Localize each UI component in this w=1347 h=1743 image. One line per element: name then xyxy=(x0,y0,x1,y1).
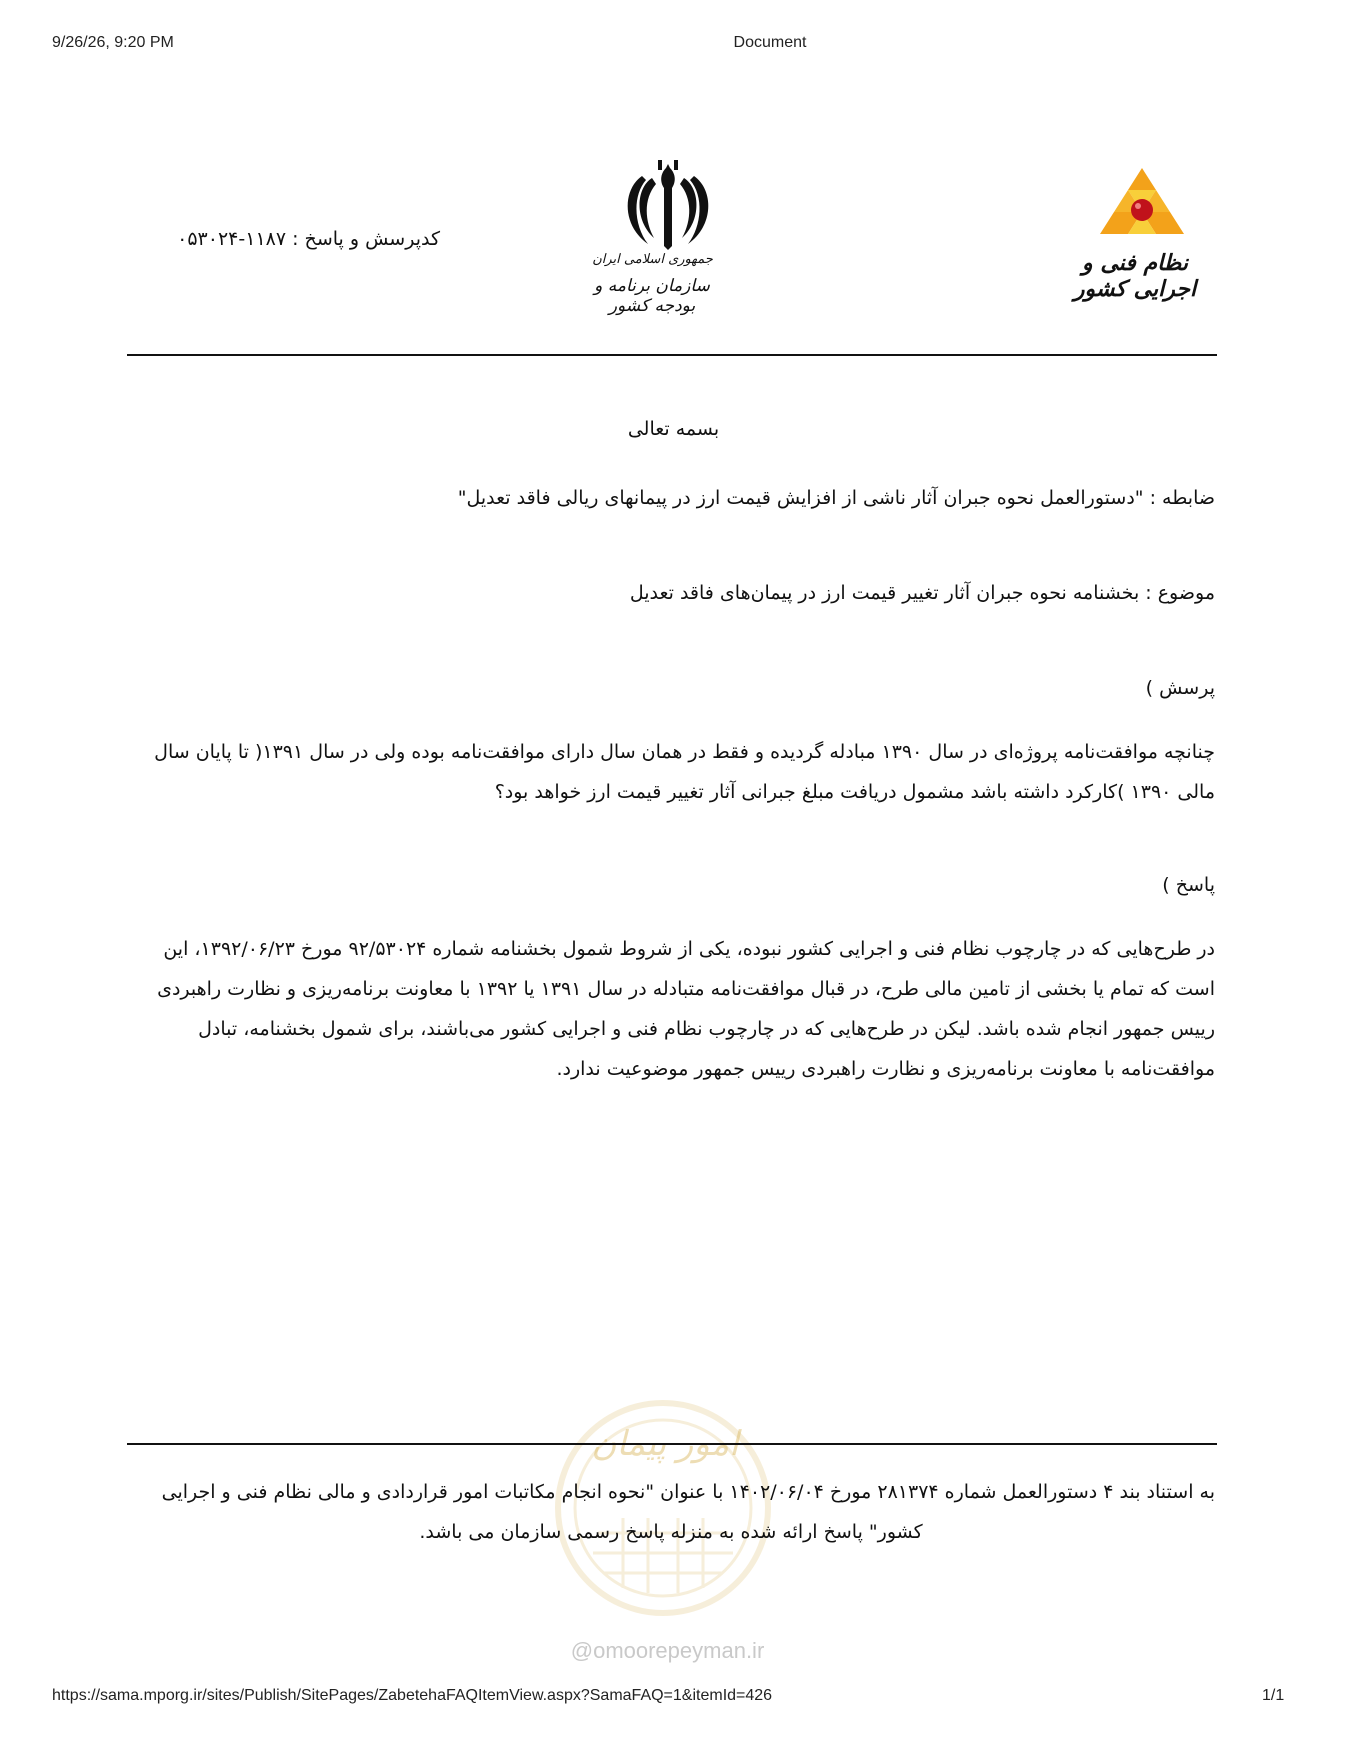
watermark-url: @omoorepeyman.ir xyxy=(570,1638,765,1663)
print-title: Document xyxy=(733,34,807,51)
answer-line: در طرح‌هایی که در چارچوب نظام فنی و اجرایی کشور نبوده، یکی از شروط شمول بخشنامه شماره ۹۲/۵۳۰۲۴ مورخ ۱۳۹۲/۰۶/۲۳، این xyxy=(163,938,1215,960)
nezam-fani-logo-icon xyxy=(1098,166,1186,244)
zabeteh-line: ضابطه : "دستورالعمل نحوه جبران آثار ناشی از افزایش قیمت ارز در پیمانهای ریالی فاقد تعدیل" xyxy=(457,487,1215,509)
print-datetime: 9/26/26, 9:20 PM xyxy=(52,34,174,51)
print-url: https://sama.mporg.ir/sites/Publish/SitePages/ZabetehaFAQItemView.aspx?SamaFAQ=1&itemId=426 xyxy=(52,1687,773,1704)
logo-caption: نظام فنی و اجرایی کشور xyxy=(1073,250,1197,302)
question-body xyxy=(127,732,1215,812)
footer-divider xyxy=(127,1443,1217,1445)
emblem-caption-1: جمهوری اسلامی ایران xyxy=(592,252,713,267)
footer-note-line: به استناد بند ۴ دستورالعمل شماره ۲۸۱۳۷۴ مورخ ۱۴۰۲/۰۶/۰۴ با عنوان "نحوه انجام مکاتبات امور قراردادی و مالی نظام فنی و اجرایی xyxy=(161,1481,1215,1503)
footer-note xyxy=(127,1472,1215,1552)
question-label: پرسش ) xyxy=(1145,677,1215,699)
question-line: مالی ۱۳۹۰ )کارکرد داشته باشد مشمول دریافت مبلغ جبرانی آثار تغییر قیمت ارز خواهد بود؟ xyxy=(494,781,1215,803)
qa-code xyxy=(140,228,440,250)
answer-label: پاسخ ) xyxy=(1162,874,1215,896)
question-line: چنانچه موافقت‌نامه پروژه‌ای در سال ۱۳۹۰ مبادله گردیده و فقط در همان سال دارای موافقت‌نامه بوده ولی در سال ۱۳۹۱( تا پایان سال xyxy=(154,741,1215,763)
header-divider xyxy=(127,354,1217,356)
answer-body xyxy=(127,929,1215,1089)
watermark-script: امور پیمان xyxy=(591,1424,739,1464)
answer-line: موافقت‌نامه با معاونت برنامه‌ریزی و نظارت راهبردی رییس جمهور موضوعیت ندارد. xyxy=(556,1058,1215,1080)
nezam-fani-logo xyxy=(1098,166,1186,244)
qa-code-value: ۱۱۸۷-۰۵۳۰۲۴ xyxy=(177,228,287,250)
invocation: بسمه تعالی xyxy=(627,418,720,440)
qa-code-label: کدپرسش و پاسخ : xyxy=(292,228,440,250)
subject-line: موضوع : بخشنامه نحوه جبران آثار تغییر قیمت ارز در پیمان‌های فاقد تعدیل xyxy=(629,582,1215,604)
answer-line: است که تمام یا بخشی از تامین مالی طرح، در قبال موافقت‌نامه متبادله در سال ۱۳۹۱ یا ۱۳۹۲ با معاونت برنامه‌ریزی و نظارت راهبردی xyxy=(157,978,1215,1000)
watermark-at-icon: @ xyxy=(570,1638,594,1663)
iran-emblem-icon xyxy=(614,160,724,255)
print-page-number: 1/1 xyxy=(1262,1687,1285,1704)
footer-note-line: کشور" پاسخ ارائه شده به منزله پاسخ رسمی سازمان می باشد. xyxy=(419,1521,923,1543)
iran-emblem xyxy=(614,160,724,255)
answer-line: رییس جمهور انجام شده باشد. لیکن در طرح‌هایی که در چارچوب نظام فنی و اجرایی کشور می‌باشند، برای شمول بخشنامه، تبادل xyxy=(198,1018,1215,1040)
emblem-caption-2: سازمان برنامه و بودجه کشور xyxy=(594,276,710,316)
